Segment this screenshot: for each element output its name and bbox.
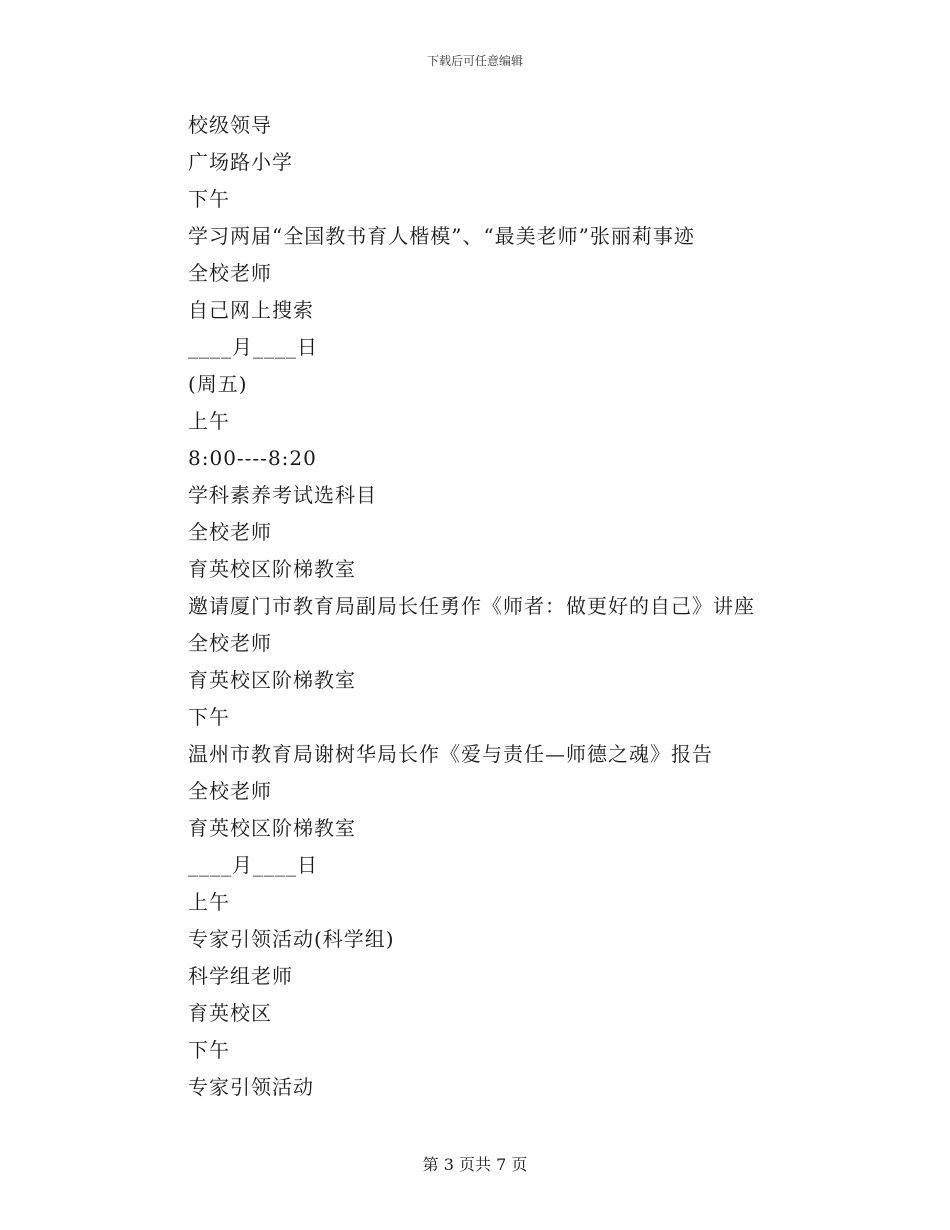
text-line: 全校老师 [188,261,272,285]
text-line: 育英校区阶梯教室 [188,668,356,692]
date-line: ____月____日 [188,853,318,877]
text-line: 下午 [188,705,230,729]
page-header: 下载后可任意编辑 [426,54,523,68]
text-line: 邀请厦门市教育局副局长任勇作《师者：做更好的自己》讲座 [188,594,755,618]
text-line: (周五) [188,372,248,396]
text-line: 学科素养考试选科目 [188,483,377,507]
page-footer: 第 3 页共 7 页 [422,1155,528,1174]
text-line: 下午 [188,187,230,211]
text-line: 专家引领活动 [188,1075,314,1099]
text-line: 下午 [188,1038,230,1062]
text-line: 全校老师 [188,631,272,655]
text-line: 全校老师 [188,779,272,803]
text-line: 温州市教育局谢树华局长作《爱与责任—师德之魂》报告 [188,742,713,766]
time-line: 8:00----8:20 [188,446,317,470]
document-body [188,107,888,1106]
text-line: 育英校区阶梯教室 [188,816,356,840]
text-line: 科学组老师 [188,964,293,988]
text-line: 育英校区阶梯教室 [188,557,356,581]
text-line: 育英校区 [188,1001,272,1025]
text-line: 学习两届“全国教书育人楷模”、“最美老师”张丽莉事迹 [188,224,695,248]
date-line: ____月____日 [188,335,318,359]
text-line: 上午 [188,409,230,433]
text-line: 专家引领活动(科学组) [188,927,395,951]
text-line: 全校老师 [188,520,272,544]
text-line: 广场路小学 [188,150,293,174]
text-line: 校级领导 [188,113,272,137]
text-line: 自己网上搜索 [188,298,314,322]
text-line: 上午 [188,890,230,914]
